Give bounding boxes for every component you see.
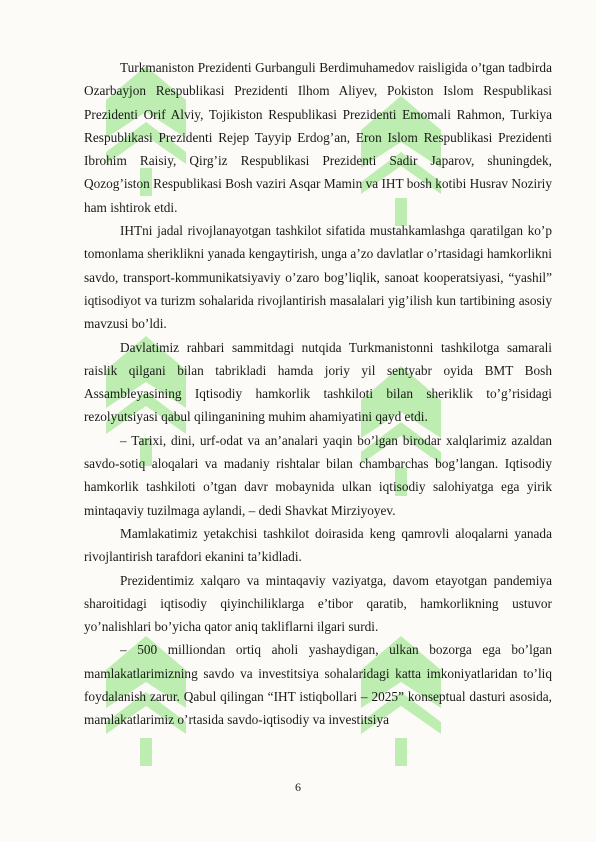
- paragraph: Davlatimiz rahbari sammitdagi nutqida Turkmanistonni tashkilotga samarali raislik qilgani bilan tabrikladi hamda joriy yil sentyabr oyida BMT Bosh Assambleyasining Iqtisodiy hamkorlik tashkiloti bilan sheriklik to’g’risidagi rezolyutsiyasi qabul qilinganining muhim ahamiyatini qayd etdi.: [84, 339, 552, 425]
- paragraph: Prezidentimiz xalqaro va mintaqaviy vaziyatga, davom etayotgan pandemiya sharoitidagi iqtisodiy qiyinchiliklarga e’tibor qaratib, hamkorlikning ustuvor yo’nalishlari bo’yicha qator aniq takliflarni ilgari surdi.: [84, 572, 552, 635]
- body-text: [84, 56, 552, 732]
- paragraph: – 500 milliondan ortiq aholi yashaydigan, ulkan bozorga ega bo’lgan mamlakatlarimizning savdo va investitsiya sohalaridagi katta imkoniyatlaridan to’liq foydalanish zarur. Qabul qilingan “IHT istiqbollari – 2025” konseptual dasturi asosida, mamlakatlarimiz o’rtasida savdo-iqtisodiy va investitsiya: [84, 642, 552, 728]
- paragraph: – Tarixi, dini, urf-odat va an’analari yaqin bo’lgan birodar xalqlarimiz azaldan savdo-sotiq aloqalari va madaniy rishtalar bilan chambarchas bog’langan. Iqtisodiy hamkorlik tashkiloti o’tgan davr mobaynida ulkan iqtisodiy salohiyatga ega yirik mintaqaviy tuzilmaga aylandi, – dedi Shavkat Mirziyoyev.: [84, 432, 552, 518]
- paragraph: IHTni jadal rivojlanayotgan tashkilot sifatida mustahkamlashga qaratilgan ko’p tomonlama sheriklikni yanada kengaytirish, unga a’zo davlatlar o’rtasidagi hamkorlikni savdo, transport-kommunikatsiyaviy o’zaro bog’liqlik, sanoat kooperatsiyasi, “yashil” iqtisodiyot va turizm sohalarida rivojlantirish masalalari yig’ilish kun tartibining asosiy mavzusi bo’ldi.: [84, 223, 552, 332]
- page-number: 6: [295, 780, 301, 794]
- paragraph: Turkmaniston Prezidenti Gurbanguli Berdimuhamedov raisligida o’tgan tadbirda Ozarbayjon Respublikasi Prezidenti Ilhom Aliyev, Pokiston Islom Respublikasi Prezidenti Orif Alviy, Tojikiston Respublikasi Prezidenti Emomali Rahmon, Turkiya Respublikasi Prezidenti Rejep Tayyip Erdog’an, Eron Islom Respublikasi Prezidenti Ibrohim Raisiy, Qirg’iz Respublikasi Prezidenti Sadir Japarov, shuningdek, Qozog’iston Respublikasi Bosh vaziri Asqar Mamin va IHT bosh kotibi Husrav Noziriy ham ishtirok etdi.: [84, 60, 552, 215]
- paragraph: Mamlakatimiz yetakchisi tashkilot doirasida keng qamrovli aloqalarni yanada rivojlantirish tarafdori ekanini ta’kidladi.: [84, 525, 552, 565]
